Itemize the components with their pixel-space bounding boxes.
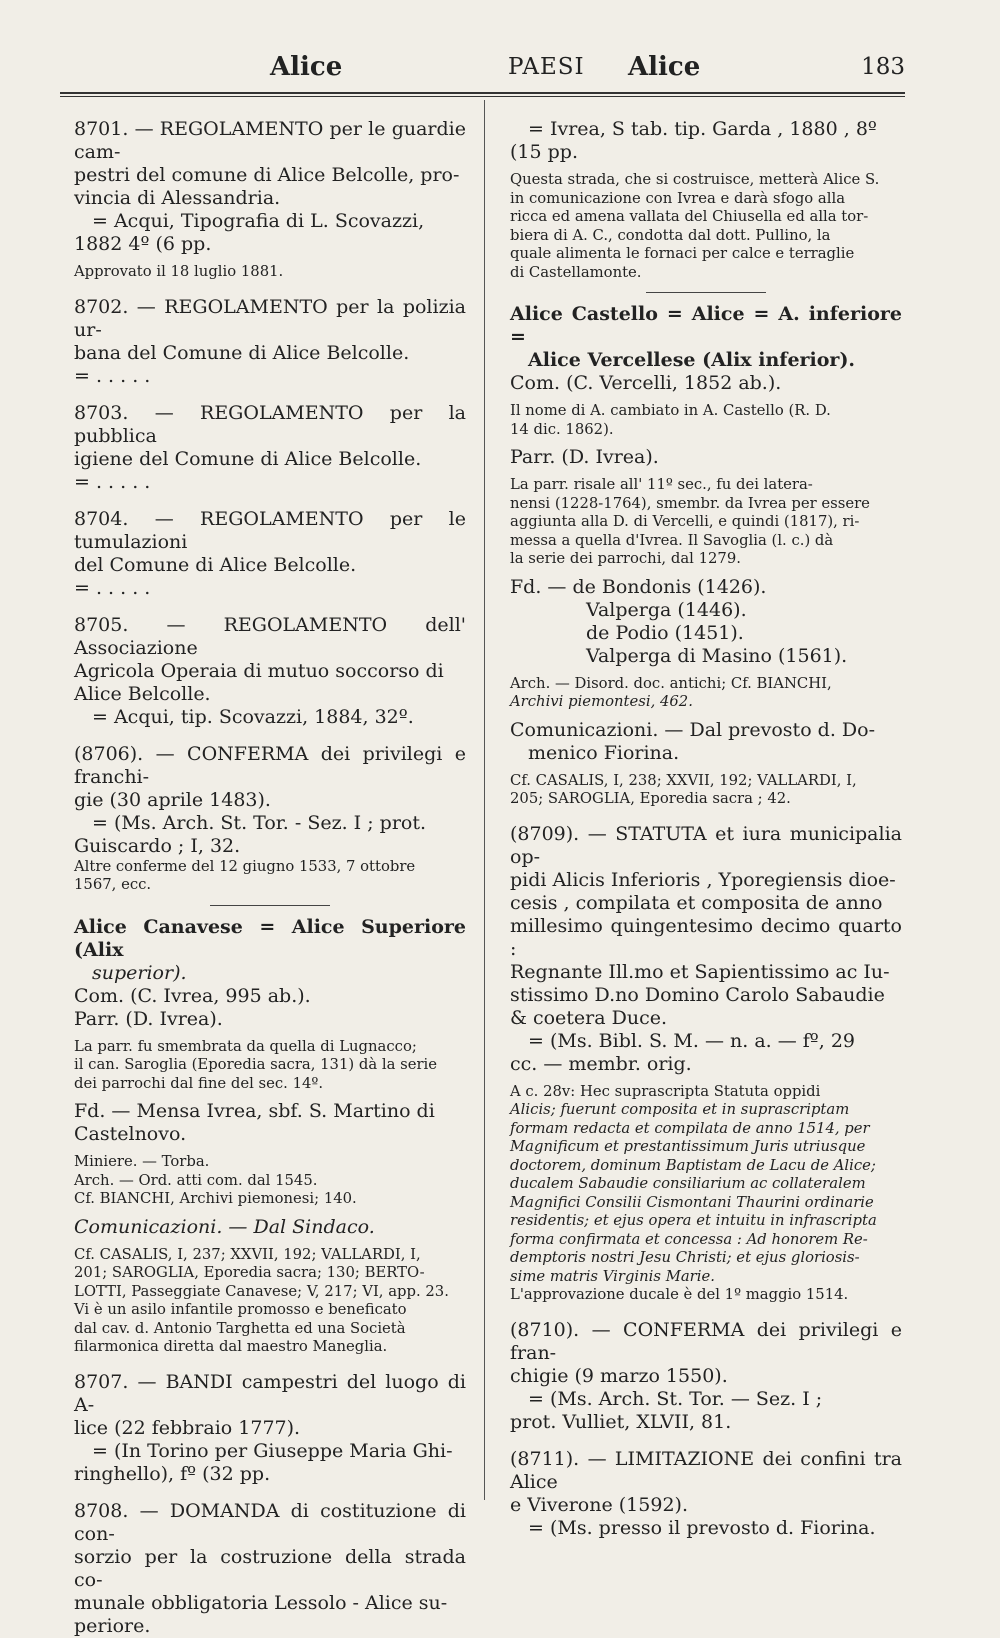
column-divider [484, 100, 485, 1500]
text-line: & coetera Duce. [510, 1006, 668, 1029]
text-line: millesimo quingentesimo decimo quarto : [510, 914, 902, 960]
header-section-title: PAESI [508, 54, 585, 80]
text-line: (15 pp. [510, 141, 578, 163]
text-line: superior). [92, 961, 187, 984]
text-line: Com. (C. Ivrea, 995 ab.). [74, 984, 311, 1007]
note-line: il can. Saroglia (Eporedia sacra, 131) dà la serie [74, 1056, 438, 1073]
note-line: dal cav. d. Antonio Targhetta ed una Società [74, 1319, 406, 1337]
text-line: Agricola Operaia di mutuo soccorso di [74, 659, 444, 682]
note-line: Approvato il 18 luglio 1881. [74, 263, 284, 280]
note-line: aggiunta alla D. di Vercelli, e quindi (1817), ri- [510, 513, 860, 530]
text-line: Valperga di Masino (1561). [586, 644, 848, 667]
text-line: 8707. — BANDI campestri del luogo di A- [74, 1370, 466, 1416]
header-right-title: Alice [628, 52, 701, 82]
note-line: ducalem Sabaudie consiliarium ac collateralem [510, 1175, 866, 1192]
text-line: Fd. — de Bondonis (1426). [510, 575, 767, 598]
text-line: pestri del comune di Alice Belcolle, pro- [74, 164, 460, 186]
text-line: Castelnovo. [74, 1123, 187, 1145]
note-line: forma confirmata et concessa : Ad honorem Re- [510, 1230, 868, 1248]
entry-8703 [74, 402, 466, 494]
text-line: Fd. — Mensa Ivrea, sbf. S. Martino di [74, 1100, 435, 1122]
text-line: Regnante Ill.mo et Sapientissimo ac Iu- [510, 960, 890, 983]
note-line: LOTTI, Passeggiate Canavese; V, 217; VI, app. 23. [74, 1282, 449, 1300]
header-rule-thick [60, 92, 905, 94]
text-line: = . . . . . [74, 364, 151, 387]
text-line: menico Fiorina. [528, 741, 680, 764]
header-left-title: Alice [270, 52, 343, 82]
entry-8708 [74, 1500, 466, 1638]
place-heading: Alice Canavese = Alice Superiore (Alix [74, 915, 466, 961]
text-line: 8701. — REGOLAMENTO per le guardie cam- [74, 118, 466, 163]
entry-8711 [510, 1448, 902, 1540]
text-line: bana del Comune di Alice Belcolle. [74, 341, 410, 364]
note-line: biera di A. C., condotta dal dott. Pullino, la [510, 226, 831, 244]
text-line: 8708. — DOMANDA di costituzione di con- [74, 1499, 466, 1545]
note-line: quale alimenta le fornaci per calce e terraglie [510, 245, 855, 262]
entry-8710 [510, 1319, 902, 1434]
text-line: (8710). — CONFERMA dei privilegi e fran- [510, 1318, 902, 1364]
entry-alice-castello [510, 303, 902, 809]
note-line: messa a quella d'Ivrea. Il Savoglia (l. c.) dà [510, 531, 834, 549]
text-line: = (Ms. Arch. St. Tor. — Sez. I ; [528, 1387, 823, 1410]
text-line: 8703. — REGOLAMENTO per la pubblica [74, 401, 466, 447]
note-line: 201; SAROGLIA, Eporedia sacra; 130; BERTO- [74, 1264, 425, 1281]
left-column [74, 118, 466, 1638]
text-line: sorzio per la costruzione della strada co- [74, 1545, 466, 1591]
text-line: (8706). — CONFERMA dei privilegi e franchi- [74, 742, 466, 788]
text-line: gie (30 aprile 1483). [74, 788, 271, 811]
section-separator [646, 292, 766, 293]
entry-8708-continued [510, 118, 902, 282]
place-heading: Alice Castello = Alice = A. inferiore = [510, 303, 902, 348]
text-line: del Comune di Alice Belcolle. [74, 553, 357, 576]
text-line: chigie (9 marzo 1550). [510, 1364, 728, 1387]
running-header [60, 52, 905, 92]
note-line: ricca ed amena vallata del Chiusella ed alla tor- [510, 208, 869, 225]
note-line: Arch. — Ord. atti com. dal 1545. [74, 1171, 318, 1189]
note-line: demptoris nostri Jesu Christi; et ejus gloriosis- [510, 1249, 860, 1266]
note-line: Cf. CASALIS, I, 238; XXVII, 192; VALLARDI, I, [510, 771, 857, 789]
text-line: ringhello), fº (32 pp. [74, 1462, 271, 1485]
entry-8704 [74, 508, 466, 600]
text-line: Comunicazioni. — Dal prevosto d. Do- [510, 718, 876, 741]
text-line: vincia di Alessandria. [74, 187, 281, 209]
text-line: igiene del Comune di Alice Belcolle. [74, 447, 422, 470]
entry-8706 [74, 743, 466, 895]
text-line: Guiscardo ; I, 32. [74, 834, 241, 857]
note-line: Magnificum et prestantissimum Juris utriusque [510, 1138, 866, 1155]
note-line: Archivi piemontesi, 462. [510, 693, 693, 710]
text-line: Com. (C. Vercelli, 1852 ab.). [510, 372, 782, 394]
note-line: 14 dic. 1862). [510, 420, 614, 438]
text-line: lice (22 febbraio 1777). [74, 1416, 301, 1439]
text-line: 8705. — REGOLAMENTO dell' Associazione [74, 613, 466, 659]
note-line: Vi è un asilo infantile promosso e beneficato [74, 1301, 407, 1318]
text-line: Alice Belcolle. [74, 682, 211, 705]
header-rule-thin [60, 96, 905, 97]
note-line: Questa strada, che si costruisce, metterà Alice S. [510, 171, 880, 188]
note-line: formam redacta et compilata de anno 1514, per [510, 1119, 870, 1137]
entry-8709 [510, 823, 902, 1305]
text-line: 8702. — REGOLAMENTO per la polizia ur- [74, 295, 466, 341]
text-line: Parr. (D. Ivrea). [74, 1007, 223, 1030]
section-separator [210, 905, 330, 906]
note-line: A c. 28v: Hec suprascripta Statuta oppidi [510, 1082, 821, 1100]
note-line: La parr. fu smembrata da quella di Lugnacco; [74, 1037, 417, 1055]
note-line: L'approvazione ducale è del 1º maggio 1514. [510, 1286, 849, 1303]
text-line: e Viverone (1592). [510, 1493, 688, 1516]
text-line: cc. — membr. orig. [510, 1052, 692, 1075]
text-line: periore. [74, 1614, 151, 1637]
note-line: residentis; et ejus opera et intuitu in infrascripta [510, 1212, 877, 1229]
entry-alice-canavese [74, 916, 466, 1357]
place-heading-cont: Alice Vercellese (Alix inferior). [528, 349, 856, 371]
text-line: = Acqui, Tipografia di L. Scovazzi, [92, 210, 425, 232]
text-line: = (In Torino per Giuseppe Maria Ghi- [92, 1439, 453, 1462]
text-line: = Acqui, tip. Scovazzi, 1884, 32º. [92, 705, 414, 728]
text-line: Parr. (D. Ivrea). [510, 446, 659, 468]
text-line: = . . . . . [74, 470, 151, 493]
note-line: Arch. — Disord. doc. antichi; Cf. BIANCHI, [510, 674, 832, 692]
note-line: 205; SAROGLIA, Eporedia sacra ; 42. [510, 790, 791, 807]
note-line: di Castellamonte. [510, 263, 642, 281]
text-line: (8709). — STATUTA et iura municipalia op- [510, 822, 902, 868]
note-line: Miniere. — Torba. [74, 1153, 210, 1170]
text-line: Comunicazioni. — Dal Sindaco. [74, 1215, 375, 1238]
note-line: Cf. CASALIS, I, 237; XXVII, 192; VALLARDI, I, [74, 1245, 421, 1263]
page-number: 183 [861, 54, 905, 80]
note-line: doctorem, dominum Baptistam de Lacu de Alice; [510, 1156, 876, 1174]
text-line: = (Ms. Arch. St. Tor. - Sez. I ; prot. [92, 811, 427, 834]
note-line: La parr. risale all' 11º sec., fu dei latera- [510, 476, 813, 493]
text-line: cesis , compilata et composita de anno [510, 891, 883, 914]
text-line: = (Ms. presso il prevosto d. Fiorina. [528, 1516, 876, 1539]
text-line: = . . . . . [74, 576, 151, 599]
note-line: Il nome di A. cambiato in A. Castello (R. D. [510, 402, 831, 419]
note-line: filarmonica diretta dal maestro Maneglia. [74, 1338, 388, 1355]
note-line: Magnifici Consilii Cismontani Thaurini ordinarie [510, 1193, 874, 1211]
text-line: = Ivrea, S tab. tip. Garda , 1880 , 8º [528, 118, 877, 140]
right-column [510, 118, 902, 1540]
text-line: = (Ms. Bibl. S. M. — n. a. — fº, 29 [528, 1029, 855, 1052]
text-line: 8704. — REGOLAMENTO per le tumulazioni [74, 507, 466, 553]
text-line: de Podio (1451). [586, 621, 744, 644]
note-line: 1567, ecc. [74, 876, 152, 893]
entry-8702 [74, 296, 466, 388]
note-line: dei parrochi dal fine del sec. 14º. [74, 1074, 324, 1092]
entry-8705 [74, 614, 466, 729]
note-line: Altre conferme del 12 giugno 1533, 7 ottobre [74, 857, 416, 875]
text-line: stissimo D.no Domino Carolo Sabaudie [510, 983, 885, 1006]
note-line: la serie dei parrochi, dal 1279. [510, 550, 741, 567]
entry-8701 [74, 118, 466, 282]
note-line: nensi (1228-1764), smembr. da Ivrea per essere [510, 494, 870, 512]
text-line: prot. Vulliet, XLVII, 81. [510, 1410, 732, 1433]
note-line: Alicis; fuerunt composita et in suprascriptam [510, 1101, 850, 1118]
note-line: sime matris Virginis Marie. [510, 1267, 715, 1285]
note-line: in comunicazione con Ivrea e darà sfogo alla [510, 189, 846, 207]
text-line: Valperga (1446). [586, 598, 747, 621]
text-line: 1882 4º (6 pp. [74, 233, 212, 255]
entry-8707 [74, 1371, 466, 1486]
text-line: (8711). — LIMITAZIONE dei confini tra Alice [510, 1447, 902, 1493]
text-line: pidi Alicis Inferioris , Yporegiensis dioe- [510, 868, 896, 891]
text-line: munale obbligatoria Lessolo - Alice su- [74, 1591, 448, 1614]
note-line: Cf. BIANCHI, Archivi piemonesi; 140. [74, 1190, 357, 1207]
